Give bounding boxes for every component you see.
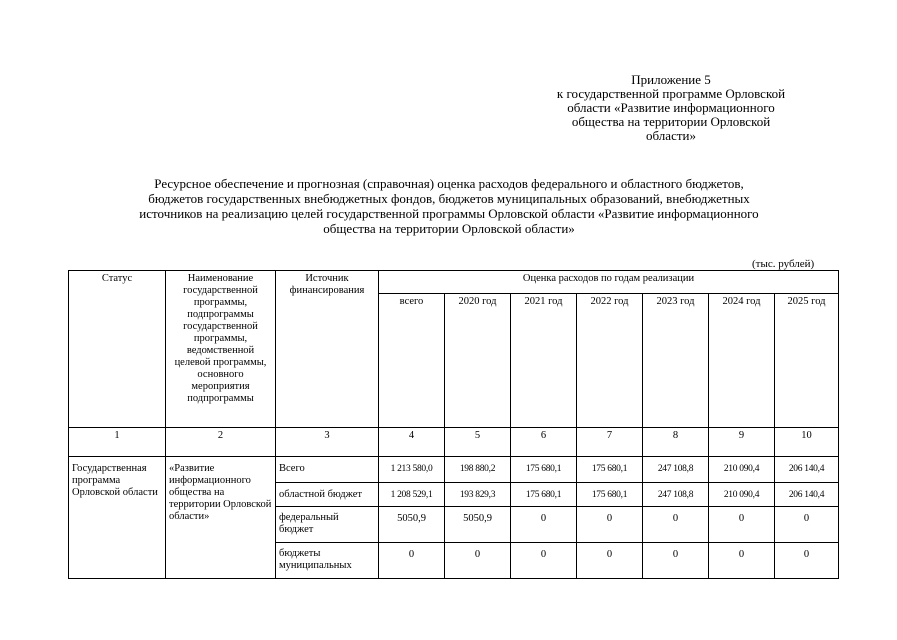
value-cell: 175 680,1 [577, 457, 643, 483]
program-name: «Развитие информационного общества на территории Орловской области» [166, 457, 276, 579]
value-cell: 1 208 529,1 [379, 483, 445, 507]
value-cell: 0 [643, 507, 709, 543]
header-year-2022: 2022 год [577, 294, 643, 428]
header-year-2023: 2023 год [643, 294, 709, 428]
value-cell: 0 [577, 543, 643, 579]
title-line: Ресурсное обеспечение и прогнозная (справочная) оценка расходов федерального и областного бюджетов, [154, 176, 744, 191]
value-cell: 210 090,4 [709, 457, 775, 483]
value-cell: 0 [709, 507, 775, 543]
title-line: источников на реализацию целей государственной программы Орловской области «Развитие информационного [139, 206, 759, 221]
header-year-2021: 2021 год [511, 294, 577, 428]
appendix-line: общества на территории Орловской [571, 114, 771, 129]
value-cell: 193 829,3 [445, 483, 511, 507]
value-cell: 0 [775, 543, 839, 579]
units-label: (тыс. рублей) [752, 258, 815, 270]
appendix-line: к государственной программе Орловской [556, 86, 786, 101]
column-number: 9 [709, 428, 775, 457]
value-cell: 198 880,2 [445, 457, 511, 483]
title-line: бюджетов государственных внебюджетных фондов, бюджетов муниципальных образований, внебюджетных [148, 191, 750, 206]
value-cell: 210 090,4 [709, 483, 775, 507]
appendix-block [530, 73, 812, 143]
header-year-2024: 2024 год [709, 294, 775, 428]
appendix-line: Приложение 5 [631, 72, 711, 87]
funding-source: бюджеты муниципальных [276, 543, 379, 579]
column-number: 2 [166, 428, 276, 457]
header-year-2025: 2025 год [775, 294, 839, 428]
resource-table [68, 270, 839, 579]
value-cell: 247 108,8 [643, 457, 709, 483]
value-cell: 175 680,1 [511, 483, 577, 507]
table-row [69, 457, 839, 483]
value-cell: 0 [511, 507, 577, 543]
header-name: Наименование государственной программы, подпрограммы государственной программы, ведомственной целевой программы, основного мероприятия подпрограммы [166, 271, 276, 428]
appendix-line: области» [646, 128, 696, 143]
funding-source: федеральный бюджет [276, 507, 379, 543]
column-number: 10 [775, 428, 839, 457]
appendix-line: области «Развитие информационного [567, 100, 775, 115]
value-cell: 5050,9 [445, 507, 511, 543]
value-cell: 5050,9 [379, 507, 445, 543]
value-cell: 206 140,4 [775, 483, 839, 507]
value-cell: 0 [379, 543, 445, 579]
value-cell: 0 [775, 507, 839, 543]
value-cell: 0 [511, 543, 577, 579]
funding-source: Всего [276, 457, 379, 483]
column-number: 4 [379, 428, 445, 457]
column-number: 7 [577, 428, 643, 457]
column-number: 8 [643, 428, 709, 457]
column-number: 5 [445, 428, 511, 457]
header-row [69, 271, 839, 294]
header-source: Источник финансирования [276, 271, 379, 428]
column-number: 6 [511, 428, 577, 457]
header-status: Статус [69, 271, 166, 428]
value-cell: 0 [577, 507, 643, 543]
column-number: 3 [276, 428, 379, 457]
value-cell: 247 108,8 [643, 483, 709, 507]
value-cell: 206 140,4 [775, 457, 839, 483]
header-year-total: всего [379, 294, 445, 428]
program-status: Государственная программа Орловской области [69, 457, 166, 579]
funding-source: областной бюджет [276, 483, 379, 507]
title-line: общества на территории Орловской области» [323, 221, 575, 236]
value-cell: 175 680,1 [511, 457, 577, 483]
value-cell: 175 680,1 [577, 483, 643, 507]
column-number-row [69, 428, 839, 457]
value-cell: 0 [709, 543, 775, 579]
value-cell: 0 [643, 543, 709, 579]
header-year-2020: 2020 год [445, 294, 511, 428]
column-number: 1 [69, 428, 166, 457]
header-estimate: Оценка расходов по годам реализации [379, 271, 839, 294]
document-title [64, 176, 834, 236]
value-cell: 1 213 580,0 [379, 457, 445, 483]
value-cell: 0 [445, 543, 511, 579]
